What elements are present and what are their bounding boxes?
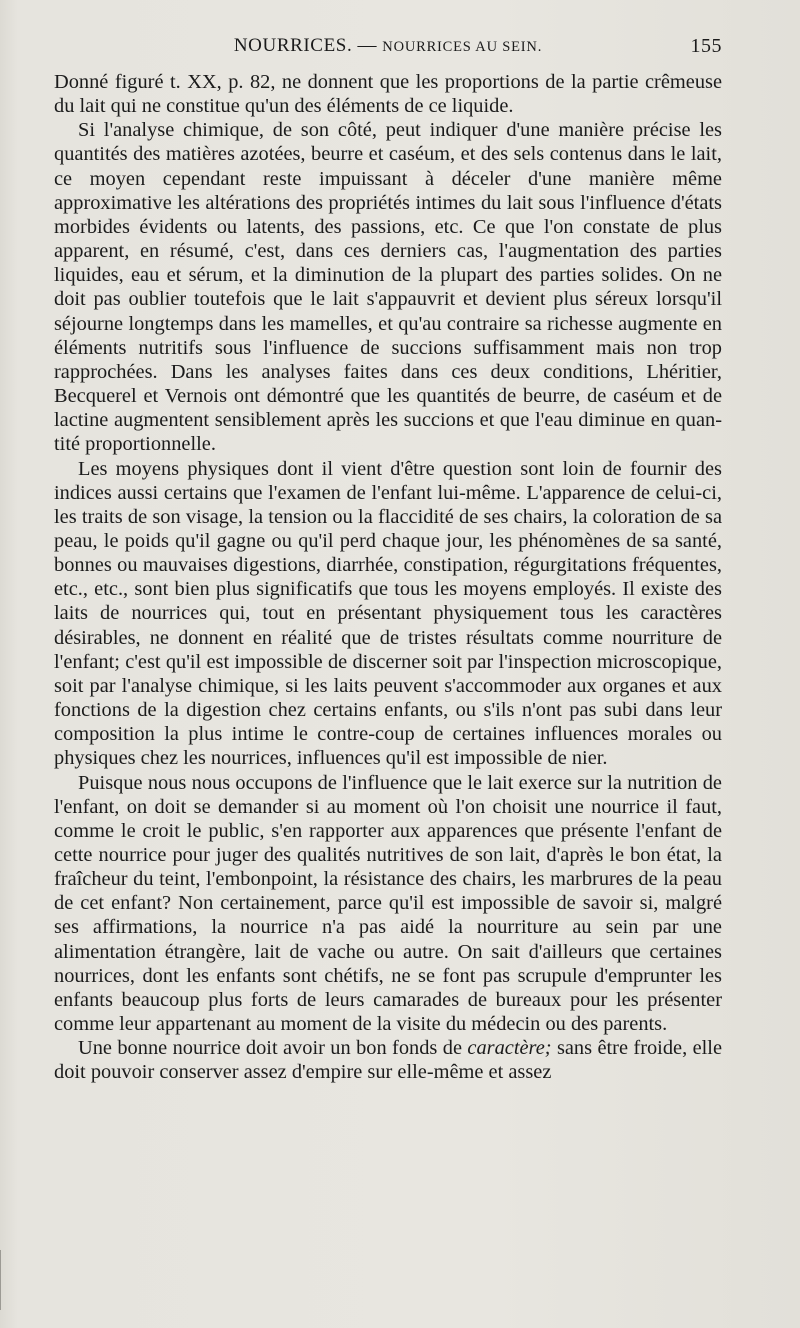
running-title-separator: — [357,35,378,56]
running-title [54,33,722,60]
body-text [54,70,722,1085]
paragraph-2: Si l'analyse chimique, de son côté, peut indiquer d'une manière précise les quantités des matières azotées, beurre et caséum, et des sels contenus dans le lait, ce moyen cependant reste impuissant à déceler d'une manière même approximative les altérations des propriétés intimes du lait sous l'influence d'états morbides évidents ou latents, des passions, etc. Ce que l'on constate de plus apparent, en résumé, c'est, dans ces derniers cas, l'augmentation des parties liquides, eau et sérum, et la diminution de la plupart des parties solides. On ne doit pas oublier toutefois que le lait s'appauvrit et devient plus séreux lorsqu'il séjourne longtemps dans les mamelles, et qu'au contraire sa richesse augmente en éléments nutritifs sous l'influence de succions suffisamment mais non trop rapprochées. Dans les analyses faites dans ces deux conditions, Lhéritier, Becquerel et Vernois ont démontré que les quantités de beurre, de caséum et de lactine augmentent sensiblement après les succions et que l'eau diminue en quantité proportionnelle. [54,119,722,456]
running-title-main: NOURRICES. [233,35,353,56]
page-number: 155 [690,35,722,57]
paragraph-5 [54,1036,722,1084]
paragraph-3: Les moyens physiques dont il vient d'être question sont loin de fournir des indices aussi certains que l'examen de l'enfant lui-même. L'apparence de celui-ci, les traits de son visage, la tension ou la flaccidité de ses chairs, la coloration de sa peau, le poids qu'il gagne ou qu'il perd chaque jour, les phénomènes de sa santé, bonnes ou mauvaises digestions, diarrhée, constipation, régurgitations fréquentes, etc., etc., sont bien plus significatifs que tous les moyens employés. Il existe des laits de nourrices qui, tout en présentant physiquement tous les caractères désirables, ne donnent en réalité que de tristes résultats comme nourriture de l'enfant; c'est qu'il est impossible de discerner soit par l'inspection microscopique, soit par l'analyse chimique, si les laits peuvent s'accommoder aux organes et aux fonctions de la digestion chez certains enfants, ou s'ils n'ont pas subi dans leur composition la plus intime le contre-coup de certaines influences morales ou physiques chez les nourrices, influences qu'il est impossible de nier. [54,457,722,770]
paragraph-5-text-start: Une bonne nourrice doit avoir un bon fonds de [78,1037,468,1060]
paragraph-5-text-end: sans être froide, elle doit pouvoir conserver assez d'empire sur elle-même et assez [54,1037,723,1084]
paragraph-5-emphasis: caractère; [467,1037,552,1060]
running-title-sub: NOURRICES AU SEIN. [382,39,543,55]
page-header [54,33,722,59]
paragraph-4: Puisque nous nous occupons de l'influence que le lait exerce sur la nutrition de l'enfant, on doit se demander si au moment où l'on choisit une nourrice il faut, comme le croit le public, s'en rapporter aux apparences que présente l'enfant de cette nourrice pour juger des qualités nutritives de son lait, d'après le bon état, la fraîcheur du teint, l'embonpoint, la résistance des chairs, les marbrures de la peau de cet enfant? Non certainement, parce qu'il est impossible de savoir si, malgré ses affirmations, la nourrice n'a pas aidé la nourriture au sein par une alimentation étrangère, lait de vache ou autre. On sait d'ailleurs que certaines nourrices, dont les enfants sont chétifs, ne se font pas scrupule d'emprunter les enfants beaucoup plus forts de leurs camarades de bureaux pour les présenter comme leur appartenant au moment de la visite du médecin ou des parents. [54,771,722,1036]
paragraph-1: Donné figuré t. XX, p. 82, ne donnent que les proportions de la partie crêmeuse du lait qui ne constitue qu'un des éléments de ce liquide. [54,71,722,118]
page-edge-mark [0,1250,7,1310]
